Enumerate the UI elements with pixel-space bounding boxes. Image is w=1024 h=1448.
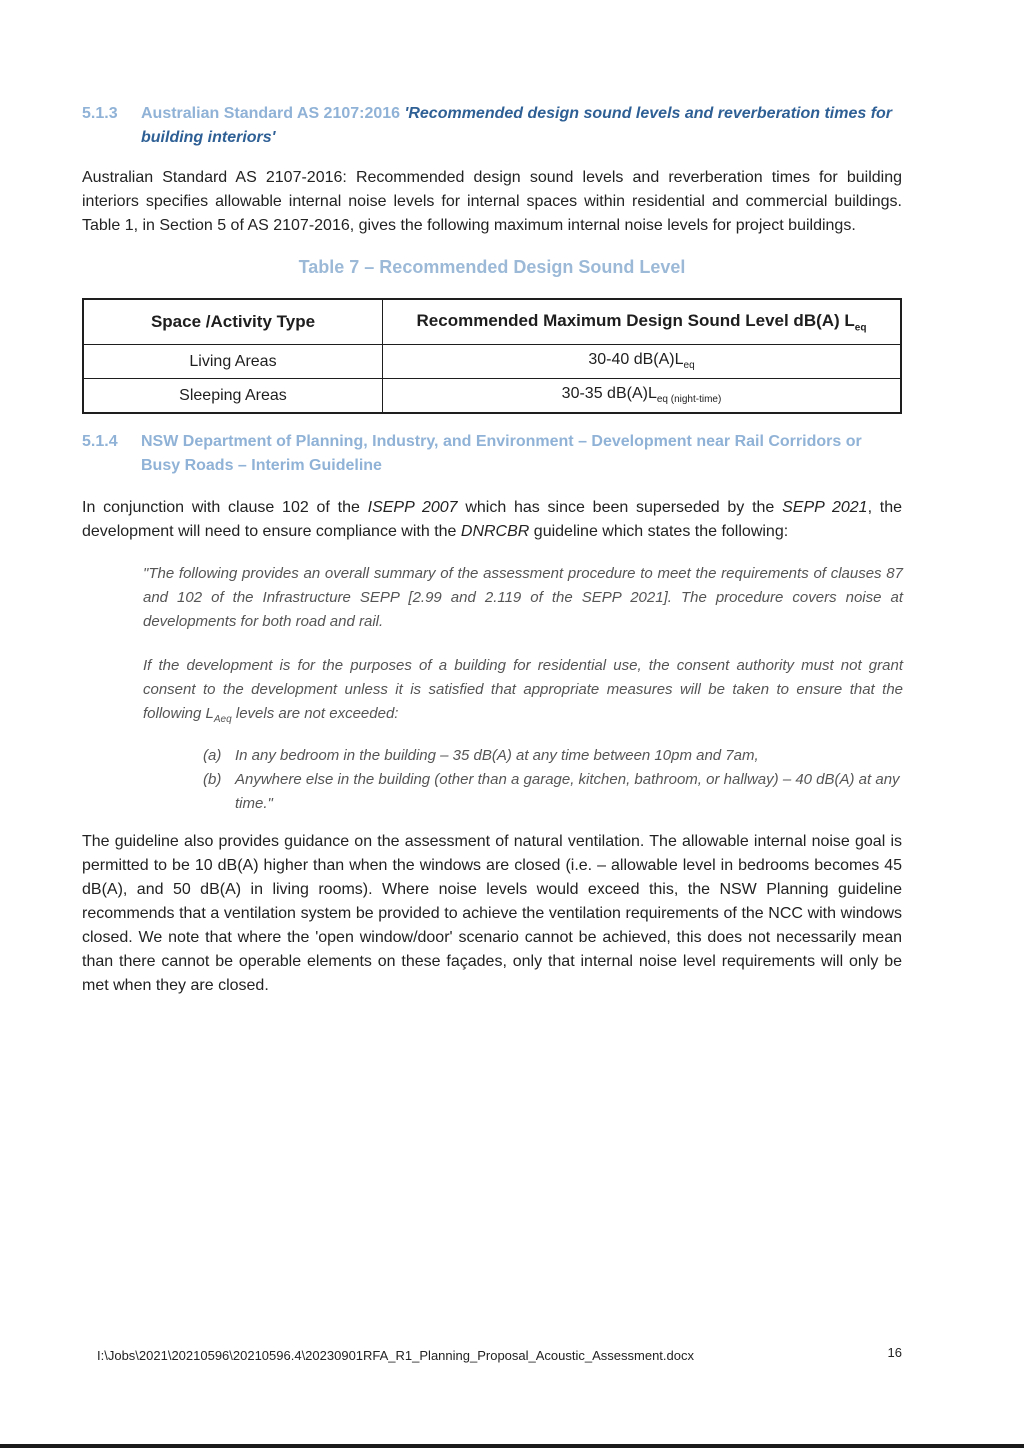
- quote-list: [203, 744, 903, 816]
- list-item: [203, 768, 903, 816]
- cell-level-sub: eq: [683, 360, 695, 372]
- text-run: In conjunction with clause 102 of the: [82, 499, 368, 516]
- table-caption: Table 7 – Recommended Design Sound Level: [298, 257, 686, 277]
- sepp-ref: SEPP 2021: [782, 499, 868, 516]
- section-5-1-4-heading: [82, 430, 902, 478]
- section-title-italic: 'Recommended design sound levels and reverberation times for building interiors': [141, 105, 893, 146]
- section-number: 5.1.4: [82, 433, 118, 450]
- section-number: 5.1.3: [82, 105, 118, 122]
- cell-level-text: 30-35 dB(A)L: [561, 385, 657, 403]
- section-title: [141, 102, 902, 150]
- cell-level: [383, 345, 902, 379]
- conjunction-paragraph: [82, 496, 902, 544]
- header-max-level: [383, 299, 902, 345]
- text-run: guideline which states the following:: [529, 523, 789, 540]
- isepp-ref: ISEPP 2007: [367, 499, 458, 516]
- guideline-paragraph: The guideline also provides guidance on the assessment of natural ventilation. The allowable internal noise goal is permitted to be 10 dB(A) higher than when the windows are closed (i.e. – allowable level in bedrooms becomes 45 dB(A), and 50 dB(A) in living rooms). Where noise levels would exceed this, the NSW Planning guideline recommends that a ventilation system be provided to achieve the ventilation requirements of the NCC with windows closed. We note that where the 'open window/door' scenario cannot be achieved, this does not necessarily mean than there cannot be operable elements on these façades, only that internal noise level requirements will only be met when they are closed.: [82, 833, 902, 994]
- cell-space: Sleeping Areas: [83, 379, 383, 414]
- section-title-standard: Australian Standard AS 2107:2016: [141, 105, 401, 122]
- cell-level-sub-eq: eq: [656, 394, 668, 406]
- header-max-level-text: Recommended Maximum Design Sound Level dB(A) L: [416, 310, 855, 330]
- list-item: [203, 744, 903, 768]
- intro-paragraph: Australian Standard AS 2107-2016: Recommended design sound levels and reverberation times for building interiors specifies allowable internal noise levels for internal spaces within residential and commercial buildings. Table 1, in Section 5 of AS 2107-2016, gives the following maximum internal noise levels for project buildings.: [82, 169, 902, 234]
- table-row: [83, 345, 901, 379]
- dnrcbr-ref: DNRCBR: [460, 523, 530, 540]
- section-5-1-3-heading: [82, 102, 902, 150]
- laeq-sub: Aeq: [213, 714, 232, 725]
- scan-edge: [0, 1444, 1024, 1448]
- table-header-row: [83, 299, 901, 345]
- text-run: If the development is for the purposes of a building for residential use, the consent authority must not grant consent to the development unless it is satisfied that appropriate measures will be taken to ensure that the following L: [143, 657, 903, 722]
- text-run: which has since been superseded by the: [457, 499, 783, 516]
- list-item-text: Anywhere else in the building (other than a garage, kitchen, bathroom, or hallway) – 40 dB(A) at any time.": [235, 771, 900, 812]
- cell-level-sub: [657, 395, 721, 406]
- cell-level-note: (night-time): [667, 394, 722, 406]
- list-marker: (b): [203, 771, 222, 788]
- section-title: NSW Department of Planning, Industry, and Environment – Development near Rail Corridors or Busy Roads – Interim Guideline: [141, 433, 862, 474]
- page-number: 16: [887, 1345, 902, 1360]
- quote-paragraph-2: [143, 654, 903, 732]
- cell-level: [383, 379, 902, 414]
- text-run: levels are not exceeded:: [231, 705, 399, 722]
- sound-level-table: [82, 298, 902, 414]
- cell-level-text: 30-40 dB(A)L: [588, 351, 684, 369]
- text-run: , the development will need to ensure compliance with the: [82, 499, 903, 540]
- cell-space: Living Areas: [83, 345, 383, 379]
- quote-paragraph-1: "The following provides an overall summary of the assessment procedure to meet the requirements of clauses 87 and 102 of the Infrastructure SEPP [2.99 and 2.119 of the SEPP 2021]. The procedure covers noise at developments for both road and rail.: [143, 565, 903, 630]
- list-marker: (a): [203, 747, 222, 764]
- footer-file-path: I:\Jobs\2021\20210596\20210596.4\20230901RFA_R1_Planning_Proposal_Acoustic_Assessment.docx: [97, 1348, 694, 1363]
- list-item-text: In any bedroom in the building – 35 dB(A) at any time between 10pm and 7am,: [235, 747, 759, 764]
- table-row: [83, 379, 901, 414]
- header-space-activity: Space /Activity Type: [83, 299, 383, 345]
- header-max-level-sub: eq: [854, 322, 867, 334]
